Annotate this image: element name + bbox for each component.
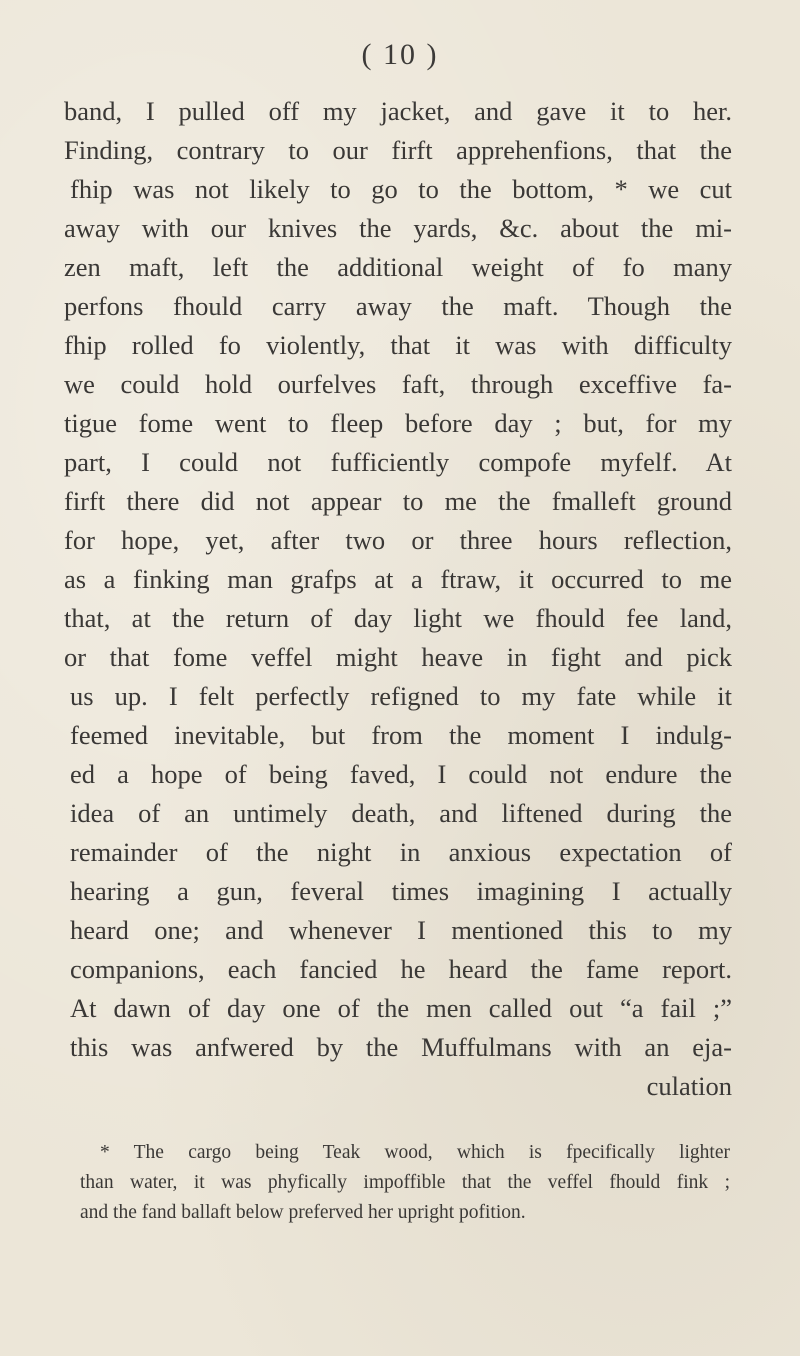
- text-line: companions, each fancied he heard the fame report.: [70, 954, 732, 984]
- text-line: away with our knives the yards, &c. about the mi-: [64, 213, 732, 243]
- text-line: tigue fome went to fleep before day ; but, for my: [64, 408, 732, 438]
- text-line: as a finking man grafps at a ftraw, it occurred to me: [64, 564, 732, 594]
- text-line: ed a hope of being faved, I could not endure the: [70, 759, 732, 789]
- text-line: Finding, contrary to our firft apprehenfions, that the: [64, 135, 732, 165]
- text-line: perfons fhould carry away the maft. Though the: [64, 291, 732, 321]
- text-line: zen maft, left the additional weight of fo many: [64, 252, 732, 282]
- text-line: we could hold ourfelves faft, through exceffive fa-: [64, 369, 732, 399]
- text-line: At dawn of day one of the men called out “a fail ;”: [70, 993, 732, 1023]
- text-line: band, I pulled off my jacket, and gave it to her.: [64, 96, 732, 126]
- catchword: culation: [646, 1071, 732, 1101]
- text-line: fhip rolled fo violently, that it was with difficulty: [64, 330, 732, 360]
- text-line: for hope, yet, after two or three hours reflection,: [64, 525, 732, 555]
- text-line: us up. I felt perfectly refigned to my fate while it: [70, 681, 732, 711]
- footnote-line: than water, it was phyfically impoffible that the veffel fhould fink ;: [80, 1172, 730, 1193]
- text-line: remainder of the night in anxious expectation of: [70, 837, 732, 867]
- text-line: that, at the return of day light we fhould fee land,: [64, 603, 732, 633]
- text-line: part, I could not fufficiently compofe myfelf. At: [64, 447, 732, 477]
- footnote: [80, 1138, 730, 1228]
- footnote-line: and the fand ballaft below preferved her upright pofition.: [80, 1202, 526, 1223]
- page-number: ( 10 ): [361, 38, 439, 71]
- text-line: idea of an untimely death, and liftened during the: [70, 798, 732, 828]
- text-line: this was anfwered by the Muffulmans with an eja-: [70, 1032, 732, 1062]
- text-line: feemed inevitable, but from the moment I indulg-: [70, 720, 732, 750]
- text-line: firft there did not appear to me the fmalleft ground: [64, 486, 732, 516]
- text-line: fhip was not likely to go to the bottom, * we cut: [70, 174, 732, 204]
- text-line: or that fome veffel might heave in fight and pick: [64, 642, 732, 672]
- text-line: hearing a gun, feveral times imagining I actually: [70, 876, 732, 906]
- text-line: heard one; and whenever I mentioned this to my: [70, 915, 732, 945]
- body-text: [64, 92, 732, 1106]
- footnote-line: * The cargo being Teak wood, which is fpecifically lighter: [100, 1142, 730, 1163]
